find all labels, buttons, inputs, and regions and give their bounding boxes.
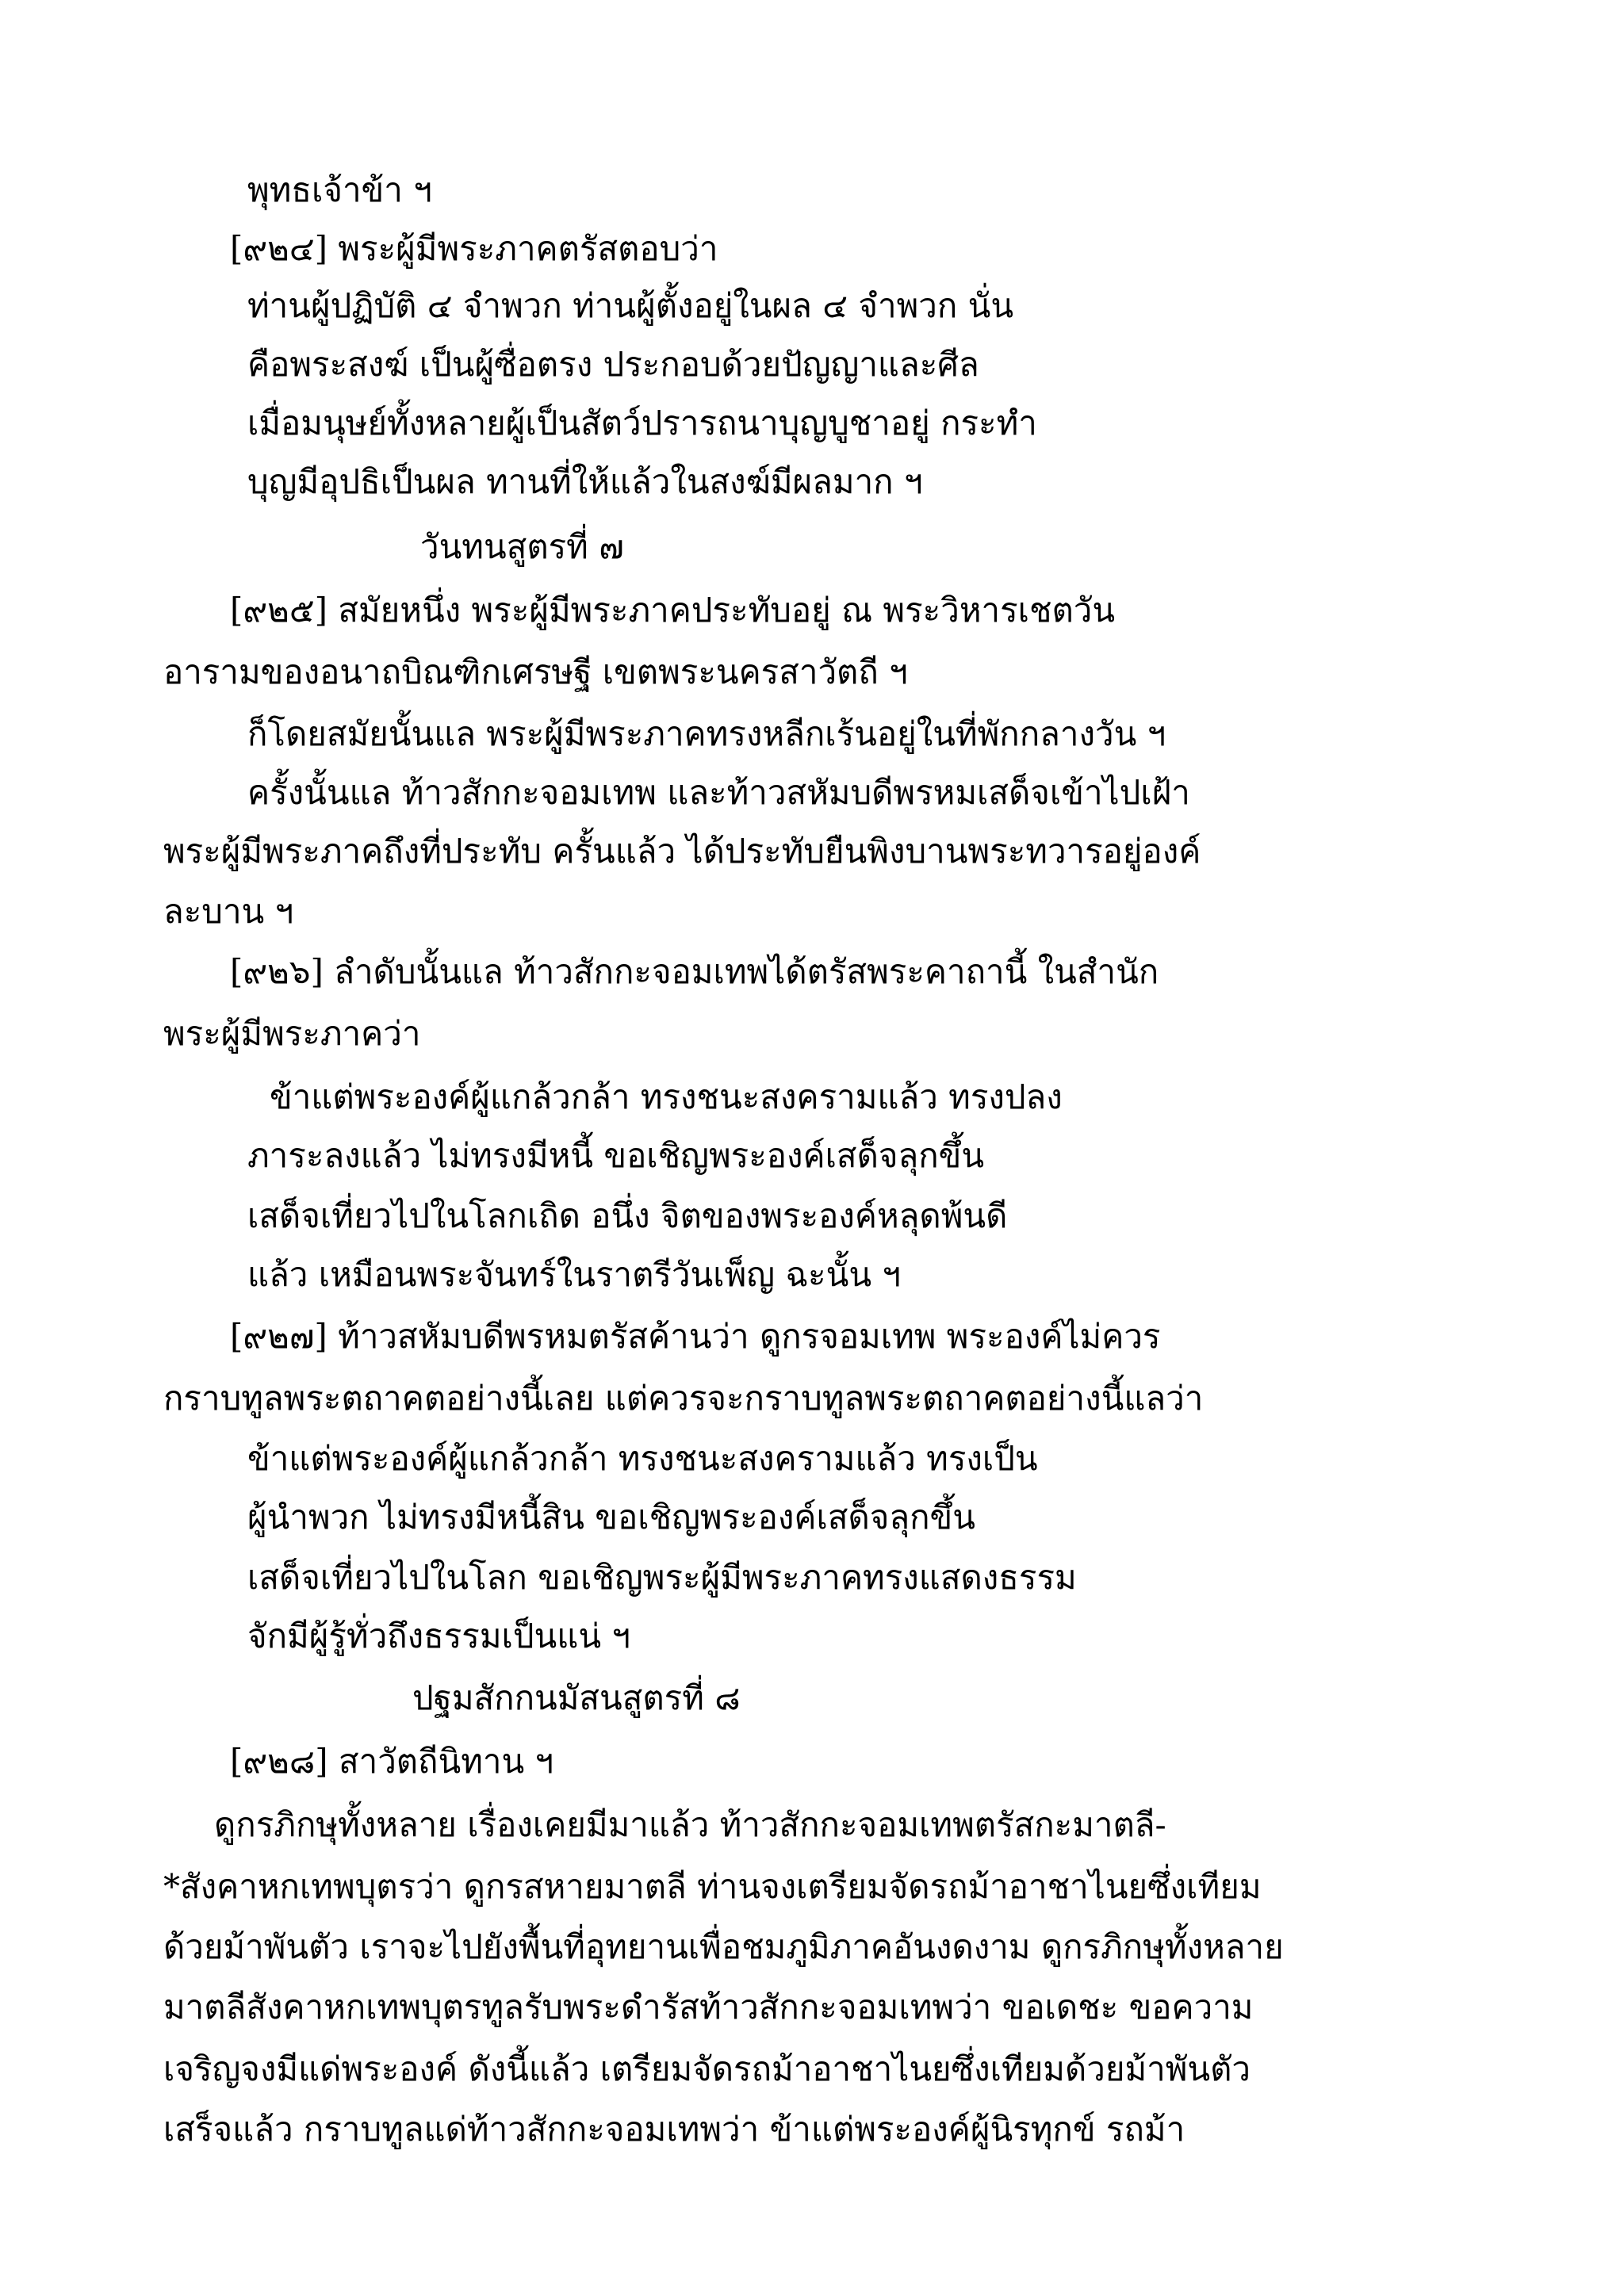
text-line-5: เมื่อมนุษย์ทั้งหลายผู้เป็นสัตว์ปรารถนาบุญบูชาอยู่ กระทำ <box>247 404 1037 442</box>
section-title-2: ปฐมสักกนมัสนสูตรที่ ๘ <box>412 1678 741 1717</box>
section-title-1: วันทนสูตรที่ ๗ <box>420 527 624 566</box>
text-line-2: [๙๒๔] พระผู้มีพระภาคตรัสตอบว่า <box>230 229 718 268</box>
text-line-10: ก็โดยสมัยนั้นแล พระผู้มีพระภาคทรงหลีกเร้นอยู่ในที่พักกลางวัน ฯ <box>247 714 1166 753</box>
verse-line-6: ผู้นำพวก ไม่ทรงมีหนี้สิน ขอเชิญพระองค์เสด็จลุกขึ้น <box>247 1498 975 1536</box>
text-line-30: ด้วยม้าพันตัว เราจะไปยังพื้นที่อุทยานเพื่อชมภูมิภาคอันงดงาม ดูกรภิกษุทั้งหลาย <box>163 1927 1284 1966</box>
text-line-1: พุทธเจ้าข้า ฯ <box>247 170 432 209</box>
text-line-8: [๙๒๕] สมัยหนึ่ง พระผู้มีพระภาคประทับอยู่ ณ พระวิหารเชตวัน <box>230 591 1116 629</box>
verse-line-5: ข้าแต่พระองค์ผู้แกล้วกล้า ทรงชนะสงครามแล้ว ทรงเป็น <box>247 1439 1038 1478</box>
text-line-9: อารามของอนาถบิณฑิกเศรษฐี เขตพระนครสาวัตถี ฯ <box>163 652 908 691</box>
text-line-11: ครั้งนั้นแล ท้าวสักกะจอมเทพ และท้าวสหัมบดีพรหมเสด็จเข้าไปเฝ้า <box>247 773 1190 812</box>
verse-line-1: ข้าแต่พระองค์ผู้แกล้วกล้า ทรงชนะสงครามแล้ว ทรงปลง <box>270 1077 1063 1116</box>
verse-line-3: เสด็จเที่ยวไปในโลกเถิด อนึ่ง จิตของพระองค์หลุดพ้นดี <box>247 1196 1008 1235</box>
text-line-32: เจริญจงมีแด่พระองค์ ดังนี้แล้ว เตรียมจัดรถม้าอาชาไนยซึ่งเทียมด้วยม้าพันตัว <box>163 2049 1251 2088</box>
text-line-3: ท่านผู้ปฏิบัติ ๔ จำพวก ท่านผู้ตั้งอยู่ในผล ๔ จำพวก นั่น <box>247 286 1014 325</box>
text-line-4: คือพระสงฆ์ เป็นผู้ซื่อตรง ประกอบด้วยปัญญาและศีล <box>247 345 979 384</box>
text-line-12: พระผู้มีพระภาคถึงที่ประทับ ครั้นแล้ว ได้ประทับยืนพิงบานพระทวารอยู่องค์ <box>163 832 1201 871</box>
text-line-14: [๙๒๖] ลำดับนั้นแล ท้าวสักกะจอมเทพได้ตรัสพระคาถานี้ ในสำนัก <box>230 952 1159 991</box>
text-line-13: ละบาน ฯ <box>163 892 294 931</box>
verse-line-7: เสด็จเที่ยวไปในโลก ขอเชิญพระผู้มีพระภาคทรงแสดงธรรม <box>247 1558 1077 1597</box>
text-line-31: มาตลีสังคาหกเทพบุตรทูลรับพระดำรัสท้าวสักกะจอมเทพว่า ขอเดชะ ขอความ <box>163 1988 1254 2026</box>
verse-line-4: แล้ว เหมือนพระจันทร์ในราตรีวันเพ็ญ ฉะนั้น ฯ <box>247 1255 901 1294</box>
text-line-15: พระผู้มีพระภาคว่า <box>163 1014 421 1053</box>
verse-line-8: จักมีผู้รู้ทั่วถึงธรรมเป็นแน่ ฯ <box>247 1617 630 1655</box>
text-line-27: [๙๒๘] สาวัตถีนิทาน ฯ <box>230 1742 554 1781</box>
text-line-33: เสร็จแล้ว กราบทูลแด่ท้าวสักกะจอมเทพว่า ข้าแต่พระองค์ผู้นิรทุกข์ รถม้า <box>163 2110 1185 2149</box>
text-line-28: ดูกรภิกษุทั้งหลาย เรื่องเคยมีมาแล้ว ท้าวสักกะจอมเทพตรัสกะมาตลี- <box>214 1805 1166 1844</box>
text-line-20: [๙๒๗] ท้าวสหัมบดีพรหมตรัสค้านว่า ดูกรจอมเทพ พระองค์ไม่ควร <box>230 1317 1161 1356</box>
text-line-29: *สังคาหกเทพบุตรว่า ดูกรสหายมาตลี ท่านจงเตรียมจัดรถม้าอาชาไนยซึ่งเทียม <box>163 1867 1262 1906</box>
text-line-21: กราบทูลพระตถาคตอย่างนี้เลย แต่ควรจะกราบทูลพระตถาคตอย่างนี้แลว่า <box>163 1379 1204 1418</box>
verse-line-2: ภาระลงแล้ว ไม่ทรงมีหนี้ ขอเชิญพระองค์เสด็จลุกขึ้น <box>247 1136 985 1175</box>
text-line-6: บุญมีอุปธิเป็นผล ทานที่ให้แล้วในสงฆ์มีผลมาก ฯ <box>247 462 923 501</box>
